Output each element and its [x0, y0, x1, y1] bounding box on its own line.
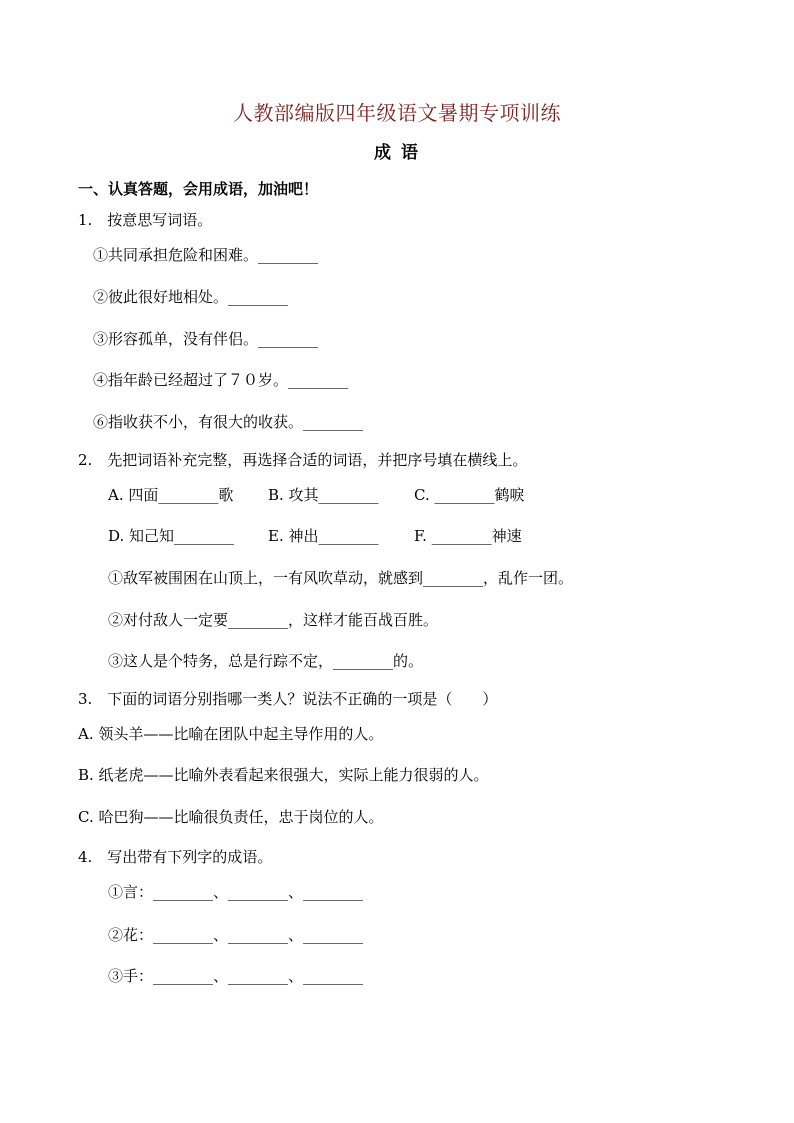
question-2-sentence: ①敌军被围困在山顶上，一有风吹草动，就感到________，乱作一团。	[108, 569, 574, 587]
question-4-item: ③手：________、________、________	[108, 967, 364, 985]
question-1-item: ③形容孤单，没有伴侣。________	[93, 330, 319, 348]
question-3-choice: C. 哈巴狗——比喻很负责任，忠于岗位的人。	[78, 808, 384, 826]
option-a: A. 四面________歌	[108, 486, 234, 504]
option-d: D. 知己知________	[108, 527, 235, 545]
question-1-item: ④指年龄已经超过了７０岁。________	[93, 371, 349, 389]
question-4-item: ①言：________、________、________	[108, 883, 364, 901]
question-2-sentence: ③这人是个特务，总是行踪不定，________的。	[108, 652, 424, 670]
question-1-item: ⑥指收获不小，有很大的收获。________	[93, 413, 364, 431]
question-4-item: ②花：________、________、________	[108, 926, 364, 944]
option-b: B. 攻其________	[268, 486, 379, 504]
question-2-stem: 2. 先把词语补充完整，再选择合适的词语，并把序号填在横线上。	[78, 451, 528, 469]
question-3-choice: B. 纸老虎——比喻外表看起来很强大，实际上能力很弱的人。	[78, 766, 489, 784]
question-3-choice: A. 领头羊——比喻在团队中起主导作用的人。	[78, 725, 384, 743]
option-e: E. 神出________	[268, 527, 379, 545]
section-heading: 一、认真答题，会用成语，加油吧！	[78, 180, 319, 198]
option-f: F. ________神速	[414, 527, 522, 545]
option-c: C. ________鹤唳	[414, 486, 525, 504]
question-4-stem: 4. 写出带有下列字的成语。	[78, 848, 273, 866]
question-1-item: ②彼此很好地相处。________	[93, 288, 289, 306]
question-1-item: ①共同承担危险和困难。________	[93, 246, 319, 264]
question-3-stem: 3. 下面的词语分别指哪一类人？说法不正确的一项是（ ）	[78, 690, 498, 708]
document-title: 人教部编版四年级语文暑期专项训练	[233, 101, 561, 125]
question-1-stem: 1. 按意思写词语。	[78, 211, 213, 229]
document-subtitle: 成 语	[374, 143, 420, 163]
question-2-sentence: ②对付敌人一定要________，这样才能百战百胜。	[108, 611, 439, 629]
